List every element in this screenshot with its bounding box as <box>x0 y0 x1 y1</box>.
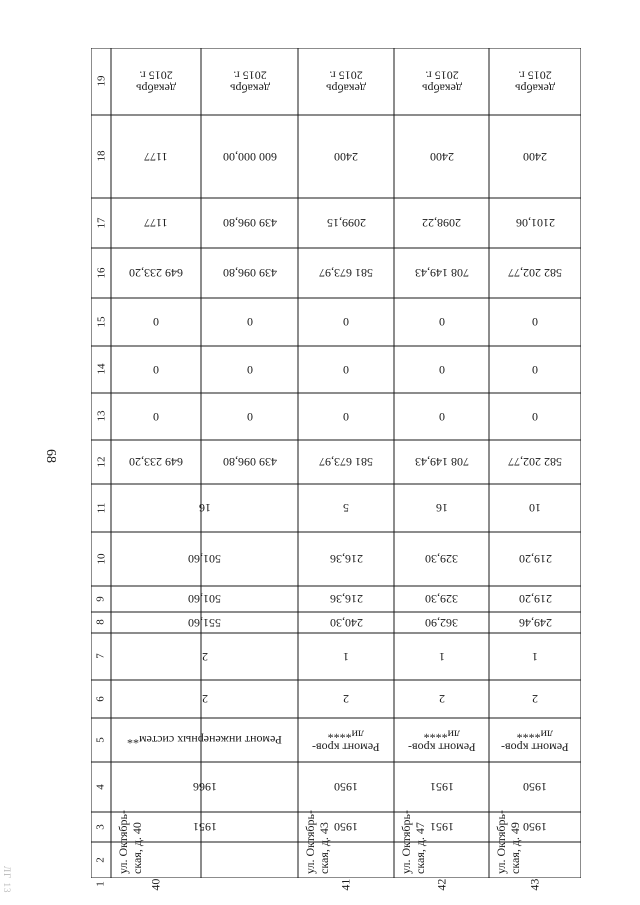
col19-cell-line: 2015 г. <box>424 68 459 83</box>
column-header-17-line: 17 <box>94 217 107 229</box>
work-type-cell <box>298 718 394 762</box>
col15-cell <box>489 298 581 346</box>
column-header-7-line: 7 <box>94 653 107 660</box>
col7-cell-line: 1 <box>532 650 538 665</box>
col9-cell-line: 329,30 <box>425 592 458 607</box>
col17-cell <box>489 198 581 248</box>
column-header-13 <box>91 393 111 440</box>
col15-cell-line: 0 <box>153 315 159 330</box>
col19-cell-line: 2015 г. <box>232 68 267 83</box>
col7-cell <box>298 633 394 680</box>
year-overhaul-cell-line: 1966 <box>192 780 217 795</box>
row-number-cell <box>298 878 394 891</box>
col14-cell <box>394 346 489 393</box>
row-number-cell-line: 43 <box>527 878 542 891</box>
address-line: ул. Октябрь- <box>116 810 130 874</box>
address-line: ская, д. 47 <box>412 822 427 874</box>
col13-cell <box>298 393 394 440</box>
column-header-15 <box>91 298 111 346</box>
column-header-3 <box>91 812 111 842</box>
col11-cell-line: 5 <box>343 501 349 516</box>
col19-cell-line: 2015 г. <box>139 68 173 83</box>
col16-cell-line: 439 096,80 <box>222 266 277 281</box>
row-number-cell <box>489 878 581 891</box>
row-number-cell-line: 41 <box>338 878 353 891</box>
column-header-4-line: 4 <box>94 784 107 790</box>
col10-cell-line: 329,30 <box>425 552 458 567</box>
column-header-18 <box>91 115 111 198</box>
column-header-7 <box>91 633 111 680</box>
col13-cell <box>201 393 298 440</box>
col11-cell-line: 16 <box>435 501 448 516</box>
column-header-16 <box>91 248 111 298</box>
col19-cell-line: 2015 г. <box>329 68 363 83</box>
col12-cell-line: 581 673,97 <box>319 455 373 470</box>
col17-cell <box>394 198 489 248</box>
column-header-12 <box>91 440 111 484</box>
col11-cell <box>298 484 394 532</box>
col12-cell-line: 708 149,43 <box>414 455 469 470</box>
year-built-cell <box>489 812 581 842</box>
col10-cell-line: 219,20 <box>518 552 552 567</box>
year-built-cell-line: 1951 <box>192 820 217 835</box>
col10-cell-line: 216,36 <box>329 552 363 567</box>
year-built-cell <box>111 812 298 842</box>
column-header-10 <box>91 532 111 586</box>
column-header-5-line: 5 <box>94 737 107 743</box>
col19-cell <box>489 48 581 115</box>
col13-cell-line: 0 <box>438 410 445 425</box>
column-header-18-line: 18 <box>94 151 107 162</box>
col16-cell-line: 708 149,43 <box>414 266 469 281</box>
col6-cell <box>394 680 489 718</box>
col19-cell-line: 2015 г. <box>518 68 552 83</box>
col9-cell <box>298 586 394 612</box>
year-overhaul-cell-line: 1950 <box>334 780 358 795</box>
col15-cell <box>394 298 489 346</box>
col17-cell <box>298 198 394 248</box>
col8-cell-line: 551,60 <box>188 616 221 631</box>
col12-cell-line: 439 096,80 <box>222 455 277 470</box>
address-line: ская, д. 49 <box>507 822 522 874</box>
col19-cell <box>298 48 394 115</box>
col9-cell <box>111 586 298 612</box>
col14-cell <box>111 346 201 393</box>
col19-cell <box>111 48 201 115</box>
col13-cell <box>489 393 581 440</box>
column-header-9 <box>91 586 111 612</box>
col6-cell-line: 2 <box>343 692 349 707</box>
col6-cell <box>298 680 394 718</box>
column-header-10-line: 10 <box>94 553 107 565</box>
col10-cell-line: 501,60 <box>188 552 221 567</box>
col9-cell-line: 219,20 <box>518 592 552 607</box>
col13-cell <box>111 393 201 440</box>
address-line: ул. Октябрь- <box>303 810 317 874</box>
column-header-6 <box>91 680 111 718</box>
year-built-cell-line: 1950 <box>523 820 547 835</box>
column-header-11-line: 11 <box>94 502 107 514</box>
col8-cell <box>489 612 581 633</box>
col12-cell <box>201 440 298 484</box>
col7-cell <box>394 633 489 680</box>
col16-cell-line: 581 673,97 <box>319 266 373 281</box>
col13-cell-line: 0 <box>343 410 349 425</box>
col19-cell <box>394 48 489 115</box>
col8-cell-line: 249,46 <box>518 616 552 631</box>
col16-cell-line: 582 202,77 <box>508 266 562 281</box>
rotated-data-table <box>91 48 581 891</box>
col15-cell-line: 0 <box>532 315 538 330</box>
col8-cell-line: 240,30 <box>329 616 363 631</box>
col9-cell-line: 501,60 <box>188 592 221 607</box>
column-header-14-line: 14 <box>94 364 107 375</box>
work-type-cell <box>394 718 489 762</box>
column-header-17 <box>91 198 111 248</box>
col10-cell <box>111 532 298 586</box>
column-header-13-line: 13 <box>94 411 107 422</box>
col13-cell-line: 0 <box>153 410 159 425</box>
col8-cell <box>298 612 394 633</box>
col13-cell-line: 0 <box>532 410 538 425</box>
col9-cell <box>394 586 489 612</box>
column-header-8-line: 8 <box>94 619 107 626</box>
col15-cell <box>201 298 298 346</box>
work-type-cell-line: Ремонт кров- <box>312 740 380 755</box>
column-header-19 <box>91 48 111 115</box>
col11-cell <box>489 484 581 532</box>
year-built-cell <box>394 812 489 842</box>
year-overhaul-cell <box>489 762 581 812</box>
col16-cell-line: 649 233,20 <box>129 266 183 281</box>
col18-cell-line: 2400 <box>429 150 454 165</box>
column-header-9-line: 9 <box>94 596 107 602</box>
col18-cell <box>394 115 489 198</box>
col14-cell <box>489 346 581 393</box>
col10-cell <box>298 532 394 586</box>
col14-cell-line: 0 <box>438 363 445 378</box>
year-overhaul-cell-line: 1950 <box>523 780 547 795</box>
col17-cell-line: 439 096,80 <box>222 216 277 231</box>
col9-cell <box>489 586 581 612</box>
col6-cell-line: 2 <box>532 692 538 707</box>
work-type-cell-line: ли**** <box>327 727 365 741</box>
col10-cell <box>394 532 489 586</box>
col15-cell <box>111 298 201 346</box>
col18-cell-line: 2400 <box>523 150 547 165</box>
col7-cell <box>489 633 581 680</box>
column-header-2-line: 2 <box>94 857 107 863</box>
col11-cell <box>111 484 298 532</box>
work-type-cell-line: Ремонт инженерных систем** <box>127 733 282 748</box>
column-header-16-line: 16 <box>94 267 107 279</box>
col18-cell-line: 2400 <box>334 150 358 165</box>
col8-cell-line: 362,90 <box>425 616 458 631</box>
column-header-11 <box>91 484 111 532</box>
col16-cell <box>298 248 394 298</box>
work-type-cell-line: Ремонт кров- <box>501 740 569 755</box>
col18-cell-line: 1177 <box>144 150 168 165</box>
col17-cell-line: 1177 <box>144 216 168 231</box>
column-header-1 <box>91 878 111 890</box>
col17-cell <box>201 198 298 248</box>
address-line: ул. Октябрь- <box>399 810 413 874</box>
col12-cell <box>394 440 489 484</box>
col15-cell-line: 0 <box>246 315 253 330</box>
col18-cell <box>111 115 201 198</box>
address-line: ская, д. 43 <box>316 822 331 874</box>
col13-cell <box>394 393 489 440</box>
column-header-15-line: 15 <box>94 316 107 328</box>
col19-cell-line: декабрь <box>136 81 176 96</box>
col9-cell-line: 216,36 <box>329 592 363 607</box>
column-header-1-line: 1 <box>94 881 107 887</box>
col6-cell-line: 2 <box>201 692 208 707</box>
column-header-12-line: 12 <box>94 456 107 468</box>
col6-cell-line: 2 <box>438 692 445 707</box>
col6-cell <box>489 680 581 718</box>
column-header-3-line: 3 <box>94 824 107 830</box>
col15-cell <box>298 298 394 346</box>
year-overhaul-cell <box>111 762 298 812</box>
col12-cell-line: 649 233,20 <box>129 455 183 470</box>
row-number-cell-line: 40 <box>148 878 163 891</box>
col7-cell-line: 1 <box>438 650 445 665</box>
col14-cell-line: 0 <box>343 363 349 378</box>
col12-cell <box>298 440 394 484</box>
work-type-cell-line: Ремонт кров- <box>407 740 476 755</box>
col18-cell <box>201 115 298 198</box>
col19-cell-line: декабрь <box>421 81 462 96</box>
column-header-2 <box>91 842 111 878</box>
column-header-5 <box>91 718 111 762</box>
col19-cell-line: декабрь <box>326 81 366 96</box>
column-header-19-line: 19 <box>94 76 107 87</box>
address-line: ул. Октябрь- <box>494 810 508 874</box>
column-header-4 <box>91 762 111 812</box>
page-number: 68 <box>43 449 58 463</box>
year-built-cell-line: 1950 <box>334 820 358 835</box>
work-type-cell-line: ли**** <box>516 727 554 741</box>
col12-cell <box>111 440 201 484</box>
column-header-6-line: 6 <box>94 696 107 702</box>
col11-cell-line: 10 <box>529 501 541 516</box>
col14-cell <box>201 346 298 393</box>
col10-cell <box>489 532 581 586</box>
year-built-cell <box>298 812 394 842</box>
col19-cell <box>201 48 298 115</box>
col16-cell <box>489 248 581 298</box>
col17-cell-line: 2098,22 <box>422 216 461 231</box>
col19-cell-line: декабрь <box>515 81 555 96</box>
col7-cell <box>111 633 298 680</box>
col11-cell <box>394 484 489 532</box>
col11-cell-line: 16 <box>198 501 211 516</box>
col18-cell-line: 600 000,00 <box>222 150 277 165</box>
col16-cell <box>394 248 489 298</box>
col13-cell-line: 0 <box>246 410 253 425</box>
year-overhaul-cell <box>298 762 394 812</box>
col12-cell <box>489 440 581 484</box>
col14-cell-line: 0 <box>532 363 538 378</box>
col8-cell <box>111 612 298 633</box>
work-type-cell <box>111 718 298 762</box>
col16-cell <box>201 248 298 298</box>
col18-cell <box>298 115 394 198</box>
col17-cell-line: 2099,15 <box>326 216 366 231</box>
col7-cell-line: 2 <box>201 650 208 665</box>
col14-cell-line: 0 <box>153 363 159 378</box>
col18-cell <box>489 115 581 198</box>
col14-cell <box>298 346 394 393</box>
col19-cell-line: декабрь <box>229 81 270 96</box>
col17-cell <box>111 198 201 248</box>
column-header-8 <box>91 612 111 633</box>
col14-cell-line: 0 <box>246 363 253 378</box>
col15-cell-line: 0 <box>438 315 445 330</box>
year-overhaul-cell <box>394 762 489 812</box>
row-number-cell <box>394 878 489 891</box>
work-type-cell-line: ли**** <box>423 727 460 741</box>
row-number-cell <box>111 878 201 891</box>
col12-cell-line: 582 202,77 <box>508 455 562 470</box>
address-line: ская, д. 40 <box>129 822 144 874</box>
col6-cell <box>111 680 298 718</box>
col16-cell <box>111 248 201 298</box>
col8-cell <box>394 612 489 633</box>
column-header-14 <box>91 346 111 393</box>
row-number-cell-line: 42 <box>433 878 448 891</box>
work-type-cell <box>489 718 581 762</box>
col7-cell-line: 1 <box>343 650 349 665</box>
corner-mark: ЛГ 13 <box>2 866 12 894</box>
col15-cell-line: 0 <box>343 315 349 330</box>
col17-cell-line: 2101,06 <box>515 216 555 231</box>
year-built-cell-line: 1951 <box>429 820 454 835</box>
year-overhaul-cell-line: 1951 <box>429 780 454 795</box>
